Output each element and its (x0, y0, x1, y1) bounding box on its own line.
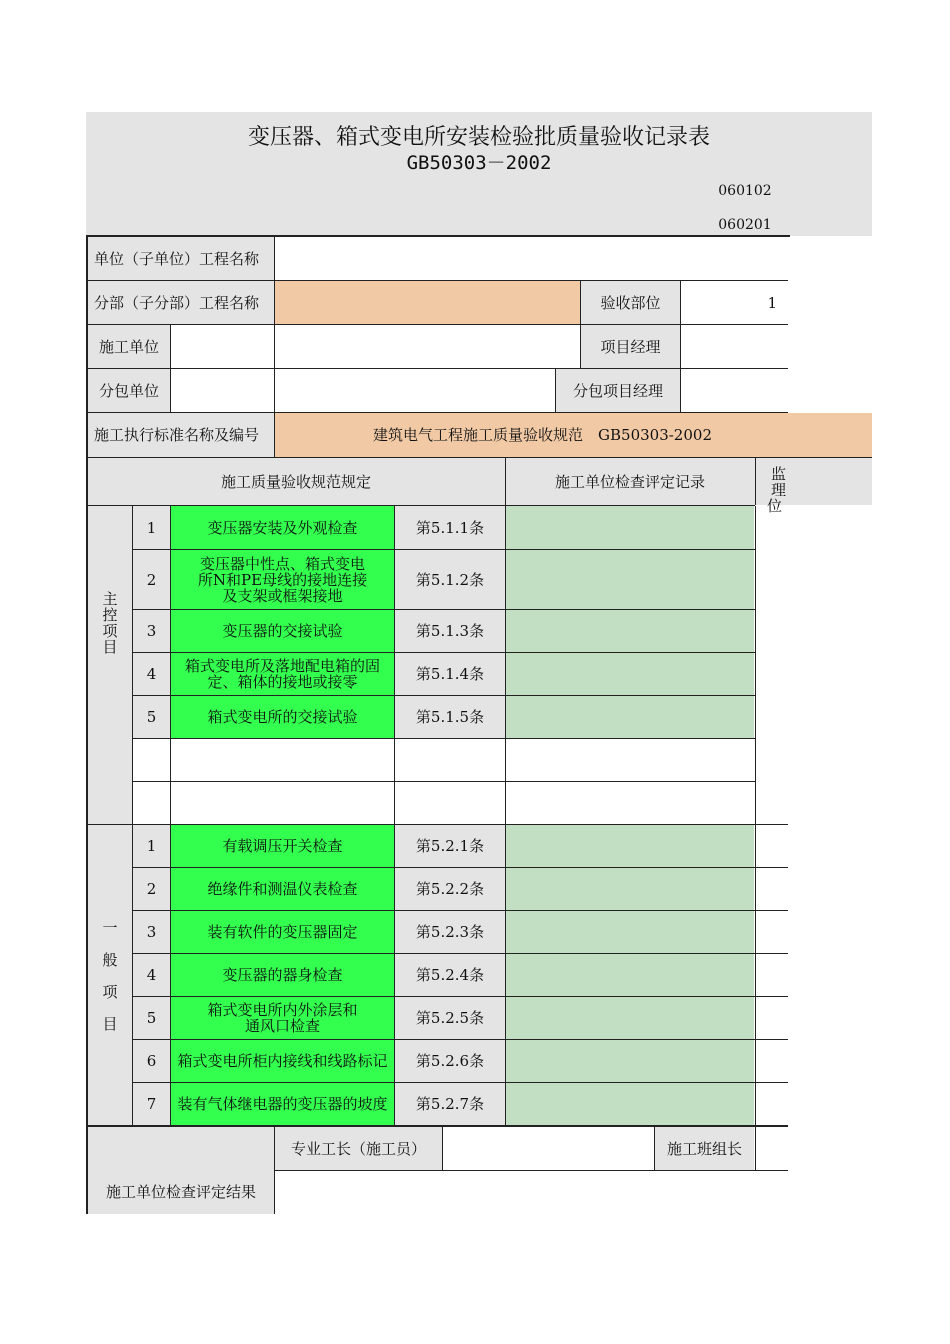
main-item-name: 变压器的交接试验 (171, 610, 394, 652)
main-item-clause: 第5.1.5条 (415, 708, 485, 726)
main-item-name: 变压器安装及外观检查 (171, 506, 394, 549)
general-item-clause: 第5.2.1条 (415, 837, 485, 855)
standard-label: 施工执行标准名称及编号 (94, 426, 260, 444)
main-item-record[interactable] (506, 550, 754, 609)
main-item-clause: 第5.1.4条 (415, 665, 485, 683)
record-column-header: 施工单位检查评定记录 (554, 472, 705, 491)
sub-project-value[interactable] (275, 281, 580, 324)
main-item-record[interactable] (506, 506, 754, 549)
main-item-no: 4 (146, 665, 157, 683)
form-code-1: 060102 (718, 183, 772, 199)
result-label: 施工单位检查评定结果 (105, 1183, 256, 1201)
general-item-no: 5 (146, 1009, 157, 1027)
standard-value: 建筑电气工程施工质量验收规范 GB50303-2002 (373, 426, 712, 444)
unit-project-label: 单位（子单位）工程名称 (94, 249, 260, 268)
construction-unit-label: 施工单位 (98, 337, 159, 356)
subcontract-unit-label: 分包单位 (98, 381, 159, 400)
subcontract-manager-label: 分包项目经理 (572, 381, 663, 400)
general-item-name: 有载调压开关检查 (171, 825, 394, 867)
subcontract-unit-value[interactable] (171, 369, 555, 412)
main-item-clause: 第5.1.3条 (415, 622, 485, 640)
general-item-name: 装有软件的变压器固定 (171, 911, 394, 953)
general-item-no: 1 (146, 837, 157, 855)
main-item-no: 2 (146, 570, 157, 589)
project-manager-value[interactable] (681, 325, 787, 368)
general-item-clause: 第5.2.2条 (415, 880, 485, 898)
main-item-record[interactable] (506, 696, 754, 738)
general-item-record[interactable] (506, 911, 754, 953)
main-item-no: 1 (146, 518, 157, 537)
unit-project-value[interactable] (275, 237, 787, 280)
construction-unit-value[interactable] (171, 325, 580, 368)
general-item-clause: 第5.2.5条 (415, 1009, 485, 1027)
general-item-clause: 第5.2.7条 (415, 1095, 485, 1113)
form-title: 变压器、箱式变电所安装检验批质量验收记录表 (247, 125, 710, 150)
team-leader-label: 施工班组长 (666, 1139, 742, 1158)
general-item-record[interactable] (506, 1040, 754, 1082)
main-item-clause: 第5.1.1条 (415, 518, 485, 537)
main-item-name: 箱式变电所及落地配电箱的固定、箱体的接地或接零 (171, 653, 394, 695)
general-item-no: 4 (146, 966, 157, 984)
project-manager-label: 项目经理 (600, 337, 661, 356)
sub-project-label: 分部（子分部）工程名称 (94, 293, 260, 312)
general-item-no: 3 (146, 923, 157, 941)
general-item-no: 7 (146, 1095, 157, 1113)
acceptance-part-value[interactable]: 1 (767, 293, 777, 312)
general-item-clause: 第5.2.6条 (415, 1052, 485, 1070)
team-leader-value[interactable] (755, 1127, 787, 1170)
general-item-name: 装有气体继电器的变压器的坡度 (171, 1083, 394, 1125)
general-item-record[interactable] (506, 954, 754, 996)
general-item-name: 绝缘件和测温仪表检查 (171, 868, 394, 910)
main-item-record[interactable] (506, 610, 754, 652)
general-items-label: 一 般 项 目 (102, 918, 118, 1033)
general-item-record[interactable] (506, 1083, 754, 1125)
main-item-name: 箱式变电所的交接试验 (171, 696, 394, 738)
main-item-clause: 第5.1.2条 (415, 570, 485, 589)
foreman-value[interactable] (443, 1127, 654, 1170)
supervisor-column-header: 监理 位 (767, 465, 786, 515)
subcontract-manager-value[interactable] (681, 369, 787, 412)
spec-column-header: 施工质量验收规范规定 (220, 472, 371, 491)
foreman-label: 专业工长（施工员） (290, 1139, 426, 1158)
main-item-no: 3 (146, 622, 157, 640)
general-item-record[interactable] (506, 825, 754, 867)
main-item-record[interactable] (506, 653, 754, 695)
general-item-clause: 第5.2.3条 (415, 923, 485, 941)
general-item-no: 2 (146, 880, 157, 898)
main-item-no: 5 (146, 708, 157, 726)
general-item-name: 箱式变电所内外涂层和通风口检查 (171, 997, 394, 1039)
general-item-name: 箱式变电所柜内接线和线路标记 (171, 1040, 394, 1082)
general-item-record[interactable] (506, 997, 754, 1039)
main-items-label: 主 控 项 目 (102, 589, 118, 656)
general-item-record[interactable] (506, 868, 754, 910)
acceptance-part-label: 验收部位 (600, 293, 661, 312)
main-item-name: 变压器中性点、箱式变电所N和PE母线的接地连接及支架或框架接地 (171, 550, 394, 609)
general-item-clause: 第5.2.4条 (415, 966, 485, 984)
standard-code: GB50303－2002 (406, 152, 552, 174)
general-item-no: 6 (146, 1052, 157, 1070)
general-item-name: 变压器的器身检查 (171, 954, 394, 996)
form-code-2: 060201 (718, 217, 772, 233)
